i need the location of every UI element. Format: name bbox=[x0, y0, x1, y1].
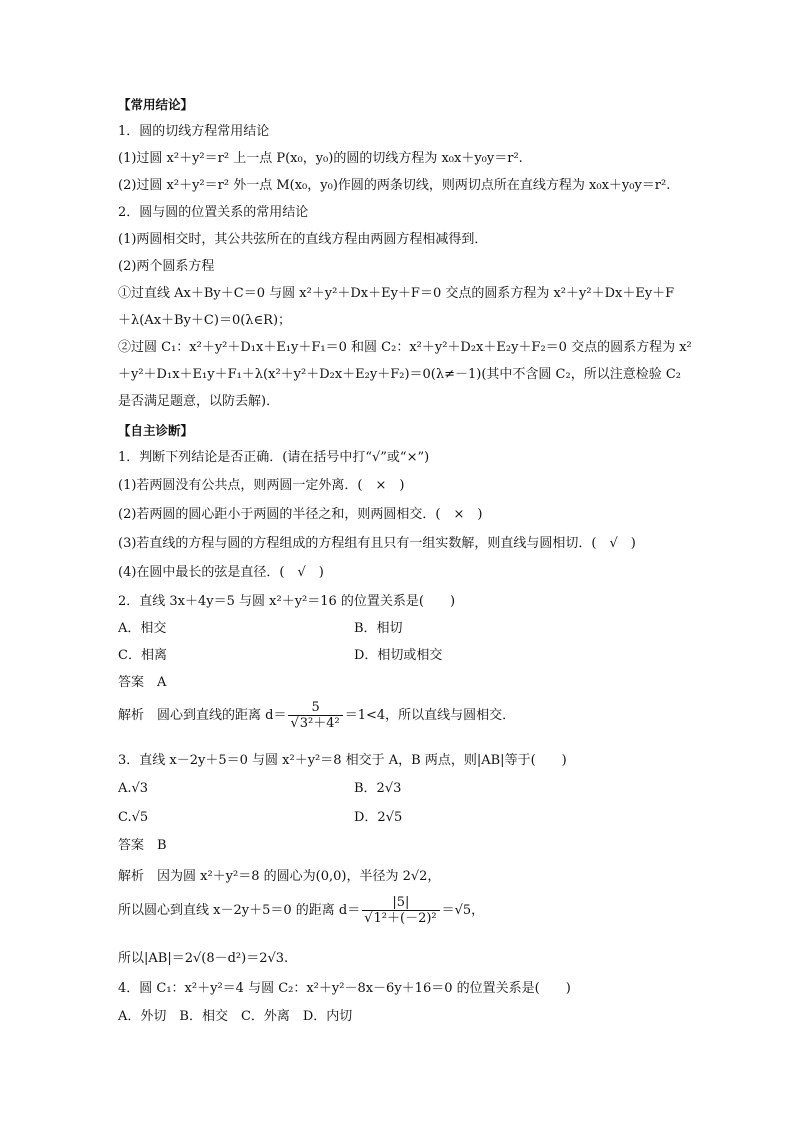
item2-point2b-line1: ②过圆 C₁：x²＋y²＋D₁x＋E₁y＋F₁＝0 和圆 C₂：x²＋y²＋D₂x＋E₂y＋F₂＝0 交点的圆系方程为 x² bbox=[118, 340, 692, 355]
q2-fraction-numerator: 5 bbox=[288, 700, 342, 716]
q3-analysis-line2 bbox=[118, 892, 484, 930]
q3-fraction-numerator: |5| bbox=[362, 895, 439, 911]
item2-point2a-line1: ①过直线 Ax＋By＋C＝0 与圆 x²＋y²＋Dx＋Ey＋F＝0 交点的圆系方程为 x²＋y²＋Dx＋Ey＋F bbox=[118, 286, 675, 301]
q3-option-d: D．2√5 bbox=[354, 810, 403, 825]
q2-fraction-denominator: √3²＋4² bbox=[290, 715, 340, 731]
item2-point1: (1)两圆相交时，其公共弦所在的直线方程由两圆方程相减得到． bbox=[118, 232, 488, 247]
item1-point1: (1)过圆 x²＋y²＝r² 上一点 P(x₀，y₀)的圆的切线方程为 x₀x＋y₀y＝r². bbox=[118, 151, 523, 166]
q1-statement2: (2)若两圆的圆心距小于两圆的半径之和，则两圆相交．( × ) bbox=[118, 507, 483, 522]
q2-analysis bbox=[118, 698, 515, 734]
q1-statement1: (1)若两圆没有公共点，则两圆一定外离．( × ) bbox=[118, 478, 405, 493]
item2-title: 2．圆与圆的位置关系的常用结论 bbox=[118, 205, 309, 220]
item2-point2: (2)两个圆系方程 bbox=[118, 259, 215, 274]
q3-sqrt-radicand: 1²＋(－2)² bbox=[373, 910, 437, 926]
q2-answer: 答案 A bbox=[118, 675, 167, 690]
q3-option-b: B．2√3 bbox=[354, 781, 402, 796]
q3-answer: 答案 B bbox=[118, 838, 167, 853]
q1-statement4: (4)在圆中最长的弦是直径．( √ ) bbox=[118, 565, 324, 580]
q3-analysis-prefix: 所以圆心到直线 x－2y＋5＝0 的距离 d＝ bbox=[118, 903, 361, 918]
item2-point2b-line3: 是否满足题意，以防丢解)． bbox=[118, 394, 280, 409]
q2-option-d: D．相切或相交 bbox=[354, 648, 443, 663]
q2-option-b: B．相切 bbox=[354, 621, 403, 636]
item2-point2a-line2: ＋λ(Ax＋By＋C)＝0(λ∈R)； bbox=[118, 313, 292, 328]
item1-title: 1．圆的切线方程常用结论 bbox=[118, 124, 270, 139]
q2-option-c: C．相离 bbox=[118, 648, 167, 663]
q2-distance-fraction bbox=[288, 700, 342, 732]
q3-analysis-line3: 所以|AB|＝2√(8－d²)＝2√3. bbox=[118, 951, 289, 966]
section-heading-self-diagnosis: 【自主诊断】 bbox=[118, 423, 194, 438]
q3-distance-fraction bbox=[362, 895, 439, 927]
q2-option-a: A．相交 bbox=[118, 621, 167, 636]
q3-option-c: C.√5 bbox=[118, 810, 149, 825]
q2-analysis-prefix: 解析 圆心到直线的距离 d＝ bbox=[118, 708, 287, 723]
q4-options: A．外切 B．相交 C．外离 D．内切 bbox=[118, 1009, 353, 1024]
section-heading-common-conclusions: 【常用结论】 bbox=[118, 97, 194, 112]
q2-sqrt-radicand: 3²＋4² bbox=[299, 715, 340, 731]
q3-title: 3．直线 x－2y＋5＝0 与圆 x²＋y²＝8 相交于 A，B 两点，则|AB|等于( ) bbox=[118, 753, 567, 768]
q3-analysis-line1: 解析 因为圆 x²＋y²＝8 的圆心为(0,0)，半径为 2√2， bbox=[118, 869, 441, 884]
q3-option-a: A.√3 bbox=[118, 781, 149, 796]
q4-title: 4．圆 C₁：x²＋y²＝4 与圆 C₂：x²＋y²－8x－6y＋16＝0 的位置关系是( ) bbox=[118, 981, 571, 996]
q2-title: 2．直线 3x＋4y＝5 与圆 x²＋y²＝16 的位置关系是( ) bbox=[118, 594, 456, 609]
q1-statement3: (3)若直线的方程与圆的方程组成的方程组有且只有一组实数解，则直线与圆相切．( √ ) bbox=[118, 536, 636, 551]
q1-title: 1．判断下列结论是否正确．(请在括号中打“√”或“×”) bbox=[118, 450, 430, 465]
item1-point2: (2)过圆 x²＋y²＝r² 外一点 M(x₀，y₀)作圆的两条切线，则两切点所在直线方程为 x₀x＋y₀y＝r². bbox=[118, 178, 671, 193]
q2-analysis-suffix: ＝1<4，所以直线与圆相交． bbox=[344, 708, 516, 723]
q3-analysis-suffix: ＝√5， bbox=[441, 903, 485, 918]
q3-fraction-denominator: √1²＋(－2)² bbox=[364, 910, 437, 926]
item2-point2b-line2: ＋y²＋D₁x＋E₁y＋F₁＋λ(x²＋y²＋D₂x＋E₂y＋F₂)＝0(λ≠－1)(其中不含圆 C₂，所以注意检验 C₂ bbox=[118, 367, 681, 382]
